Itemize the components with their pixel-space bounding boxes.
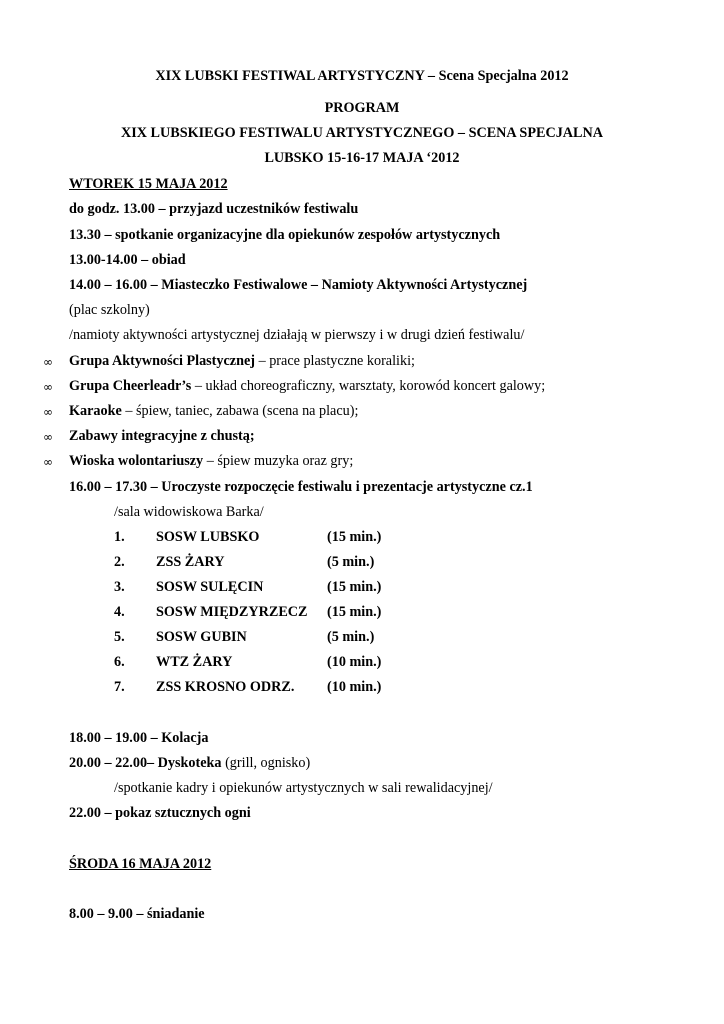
row-name: ZSS KROSNO ODRZ. xyxy=(156,679,295,695)
schedule-item-meeting: 13.30 – spotkanie organizacyjne dla opiekunów zespołów artystycznych xyxy=(69,227,501,243)
day1-heading: WTOREK 15 MAJA 2012 xyxy=(69,176,228,192)
schedule-item-arrival: do godz. 13.00 – przyjazd uczestników festiwalu xyxy=(69,201,359,217)
row-time: (5 min.) xyxy=(327,554,375,570)
schedule-item-lunch: 13.00-14.00 – obiad xyxy=(69,252,186,268)
row-name: ZSS ŻARY xyxy=(156,554,225,570)
list-item xyxy=(69,428,255,445)
disco-detail: (grill, ognisko) xyxy=(221,755,311,771)
schedule-venue: /sala widowiskowa Barka/ xyxy=(114,504,264,520)
row-time: (15 min.) xyxy=(327,529,382,545)
row-number: 5. xyxy=(114,629,125,645)
list-item-title: Karaoke xyxy=(69,403,122,419)
row-time: (10 min.) xyxy=(327,679,382,695)
row-name: SOSW MIĘDZYRZECZ xyxy=(156,604,308,620)
infinity-bullet-icon: ∞ xyxy=(43,430,53,444)
list-item-title: Wioska wolontariuszy xyxy=(69,453,204,469)
schedule-item-fireworks: 22.00 – pokaz sztucznych ogni xyxy=(69,805,251,821)
row-number: 3. xyxy=(114,579,125,595)
schedule-item-disco xyxy=(69,755,310,772)
schedule-place: (plac szkolny) xyxy=(69,302,150,318)
disco-title: 20.00 – 22.00– Dyskoteka xyxy=(69,755,222,771)
list-item-title: Zabawy integracyjne z chustą; xyxy=(69,428,255,444)
row-name: SOSW LUBSKO xyxy=(156,529,260,545)
list-item xyxy=(69,403,358,420)
infinity-bullet-icon: ∞ xyxy=(43,355,53,369)
row-number: 1. xyxy=(114,529,125,545)
document-title: XIX LUBSKI FESTIWAL ARTYSTYCZNY – Scena Specjalna 2012 xyxy=(155,68,569,84)
row-number: 2. xyxy=(114,554,125,570)
schedule-item-supper: 18.00 – 19.00 – Kolacja xyxy=(69,730,209,746)
list-item-text: – śpiew, taniec, zabawa (scena na placu); xyxy=(121,403,359,419)
list-item-text: – układ choreograficzny, warsztaty, korowód koncert galowy; xyxy=(191,378,546,394)
schedule-item-festival-town: 14.00 – 16.00 – Miasteczko Festiwalowe – Namioty Aktywności Artystycznej xyxy=(69,277,528,293)
list-item-title: Grupa Cheerleadr’s xyxy=(69,378,192,394)
row-time: (15 min.) xyxy=(327,604,382,620)
schedule-note-disco: /spotkanie kadry i opiekunów artystycznych w sali rewalidacyjnej/ xyxy=(114,780,493,796)
list-item xyxy=(69,453,353,470)
list-item xyxy=(69,353,415,370)
infinity-bullet-icon: ∞ xyxy=(43,405,53,419)
schedule-item-breakfast: 8.00 – 9.00 – śniadanie xyxy=(69,906,205,922)
list-item xyxy=(69,378,545,395)
program-dates: LUBSKO 15-16-17 MAJA ‘2012 xyxy=(264,150,460,166)
list-item-title: Grupa Aktywności Plastycznej xyxy=(69,353,256,369)
row-name: SOSW SULĘCIN xyxy=(156,579,264,595)
row-name: SOSW GUBIN xyxy=(156,629,247,645)
program-heading: PROGRAM xyxy=(324,100,400,116)
list-item-text: – prace plastyczne koraliki; xyxy=(255,353,415,369)
row-time: (15 min.) xyxy=(327,579,382,595)
row-number: 6. xyxy=(114,654,125,670)
row-time: (10 min.) xyxy=(327,654,382,670)
schedule-note: /namioty aktywności artystycznej działają w pierwszy i w drugi dzień festiwalu/ xyxy=(69,327,525,343)
schedule-item-opening: 16.00 – 17.30 – Uroczyste rozpoczęcie festiwalu i prezentacje artystyczne cz.1 xyxy=(69,479,533,495)
row-number: 4. xyxy=(114,604,125,620)
row-name: WTZ ŻARY xyxy=(156,654,233,670)
infinity-bullet-icon: ∞ xyxy=(43,455,53,469)
row-time: (5 min.) xyxy=(327,629,375,645)
infinity-bullet-icon: ∞ xyxy=(43,380,53,394)
row-number: 7. xyxy=(114,679,125,695)
program-subtitle: XIX LUBSKIEGO FESTIWALU ARTYSTYCZNEGO – SCENA SPECJALNA xyxy=(121,125,603,141)
list-item-text: – śpiew muzyka oraz gry; xyxy=(203,453,354,469)
day2-heading: ŚRODA 16 MAJA 2012 xyxy=(69,856,212,872)
